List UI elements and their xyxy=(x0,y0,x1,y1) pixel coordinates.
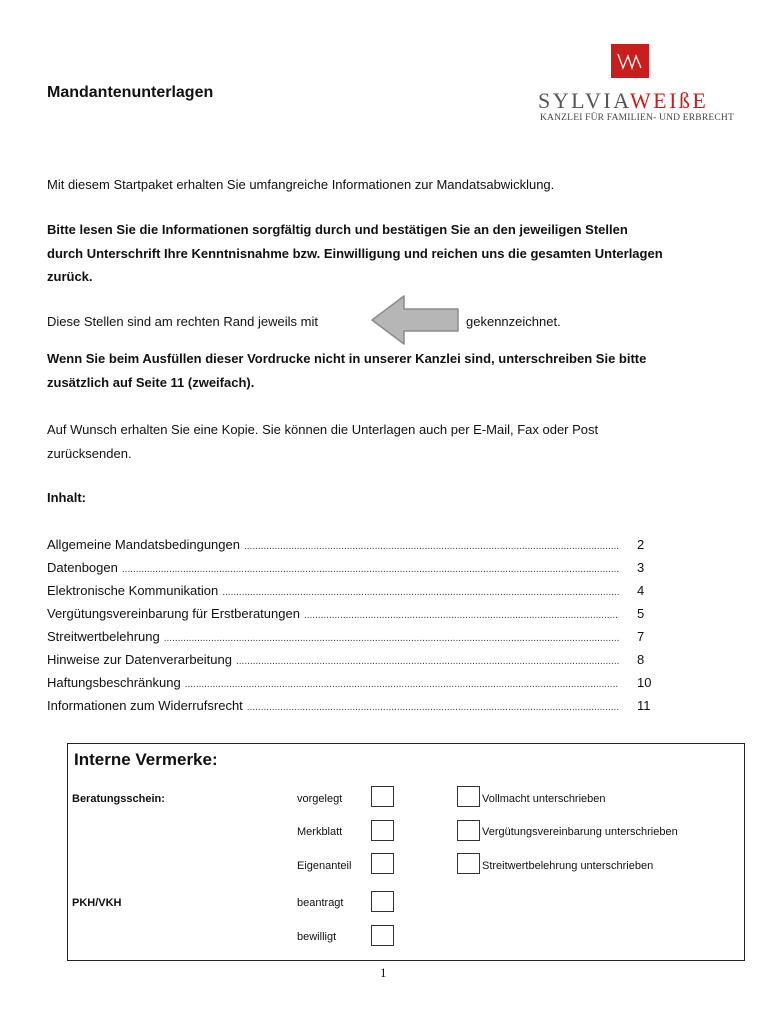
external-note xyxy=(47,347,727,394)
toc-item-page: 4 xyxy=(637,583,645,598)
instruction-paragraph xyxy=(47,218,727,289)
vollmacht-label: Vollmacht unterschrieben xyxy=(482,793,606,805)
toc-item xyxy=(47,583,667,606)
toc-leader xyxy=(185,679,619,690)
toc-item xyxy=(47,652,667,675)
instruction-line: durch Unterschrift Ihre Kenntnisnahme bzw. Einwilligung und reichen uns die gesamten Unterlagen xyxy=(47,245,663,261)
toc-item-page: 2 xyxy=(637,537,645,552)
instruction-line: zurück. xyxy=(47,269,93,284)
internal-notes-title: Interne Vermerke: xyxy=(74,750,218,769)
toc-leader xyxy=(122,564,619,575)
toc-item xyxy=(47,560,667,583)
logo-name-part1: SYLVIA xyxy=(538,88,630,113)
beantragt-label: beantragt xyxy=(297,897,344,909)
instruction-line: Bitte lesen Sie die Informationen sorgfältig durch und bestätigen Sie an den jeweiligen Stellen xyxy=(47,222,628,237)
vorgelegt-checkbox[interactable] xyxy=(371,786,394,807)
verguetung-label: Vergütungsvereinbarung unterschrieben xyxy=(482,826,678,838)
toc-heading: Inhalt: xyxy=(47,490,86,505)
external-note-line: zusätzlich auf Seite 11 (zweifach). xyxy=(47,374,255,390)
toc-item-title: Haftungsbeschränkung xyxy=(47,675,181,690)
bewilligt-label: bewilligt xyxy=(297,931,337,943)
eigenanteil-label: Eigenanteil xyxy=(297,860,352,872)
arrow-left-icon xyxy=(370,294,460,346)
pkh-vkh-label: PKH/VKH xyxy=(72,897,122,909)
toc-item-title: Datenbogen xyxy=(47,560,118,575)
bewilligt-checkbox[interactable] xyxy=(371,925,394,946)
toc-item-title: Hinweise zur Datenverarbeitung xyxy=(47,652,232,667)
marker-note-after: gekennzeichnet. xyxy=(466,314,561,329)
toc-item-page: 10 xyxy=(637,675,652,690)
toc-item xyxy=(47,629,667,652)
toc-item-title: Elektronische Kommunikation xyxy=(47,583,219,598)
marker-note-before: Diese Stellen sind am rechten Rand jeweils mit xyxy=(47,314,318,329)
toc-item-title: Informationen zum Widerrufsrecht xyxy=(47,698,243,713)
toc-item-page: 3 xyxy=(637,560,645,575)
toc-item-page: 7 xyxy=(637,629,645,644)
intro-text: Mit diesem Startpaket erhalten Sie umfangreiche Informationen zur Mandatsabwicklung. xyxy=(47,177,555,192)
external-note-line: Wenn Sie beim Ausfüllen dieser Vordrucke nicht in unserer Kanzlei sind, unterschreiben Sie bitte xyxy=(47,351,647,366)
toc-leader xyxy=(304,610,619,621)
toc-item xyxy=(47,698,667,721)
vollmacht-checkbox[interactable] xyxy=(457,786,480,807)
table-of-contents xyxy=(47,537,667,721)
logo-mark-icon xyxy=(611,44,649,78)
streitwert-label: Streitwertbelehrung unterschrieben xyxy=(482,860,654,872)
toc-item xyxy=(47,537,667,560)
copy-note-line: zurücksenden. xyxy=(47,445,132,461)
toc-item-title: Streitwertbelehrung xyxy=(47,629,160,644)
vorgelegt-label: vorgelegt xyxy=(297,793,343,805)
merkblatt-checkbox[interactable] xyxy=(371,820,394,841)
beratungsschein-label: Beratungsschein: xyxy=(72,793,165,805)
beantragt-checkbox[interactable] xyxy=(371,891,394,912)
page-title: Mandantenunterlagen xyxy=(47,84,214,101)
toc-item-title: Allgemeine Mandatsbedingungen xyxy=(47,537,240,552)
toc-item-page: 5 xyxy=(637,606,645,621)
toc-leader xyxy=(236,656,619,667)
eigenanteil-checkbox[interactable] xyxy=(371,853,394,874)
merkblatt-label: Merkblatt xyxy=(297,826,343,838)
verguetung-checkbox[interactable] xyxy=(457,820,480,841)
copy-note-line: Auf Wunsch erhalten Sie eine Kopie. Sie können die Unterlagen auch per E-Mail, Fax oder Post xyxy=(47,422,599,437)
toc-leader xyxy=(244,541,619,552)
toc-item-page: 11 xyxy=(637,698,651,713)
toc-item xyxy=(47,606,667,629)
logo-name xyxy=(538,88,708,114)
toc-item-title: Vergütungsvereinbarung für Erstberatungen xyxy=(47,606,300,621)
toc-leader xyxy=(222,587,619,598)
toc-leader xyxy=(247,702,619,713)
streitwert-checkbox[interactable] xyxy=(457,853,480,874)
logo-subtitle: KANZLEI FÜR FAMILIEN- UND ERBRECHT xyxy=(540,113,734,123)
page-number: 1 xyxy=(380,965,387,980)
internal-notes-box xyxy=(67,743,745,961)
toc-item-page: 8 xyxy=(637,652,645,667)
copy-note xyxy=(47,418,727,465)
toc-leader xyxy=(164,633,619,644)
logo-name-part2: WEIßE xyxy=(629,88,709,113)
toc-item xyxy=(47,675,667,698)
